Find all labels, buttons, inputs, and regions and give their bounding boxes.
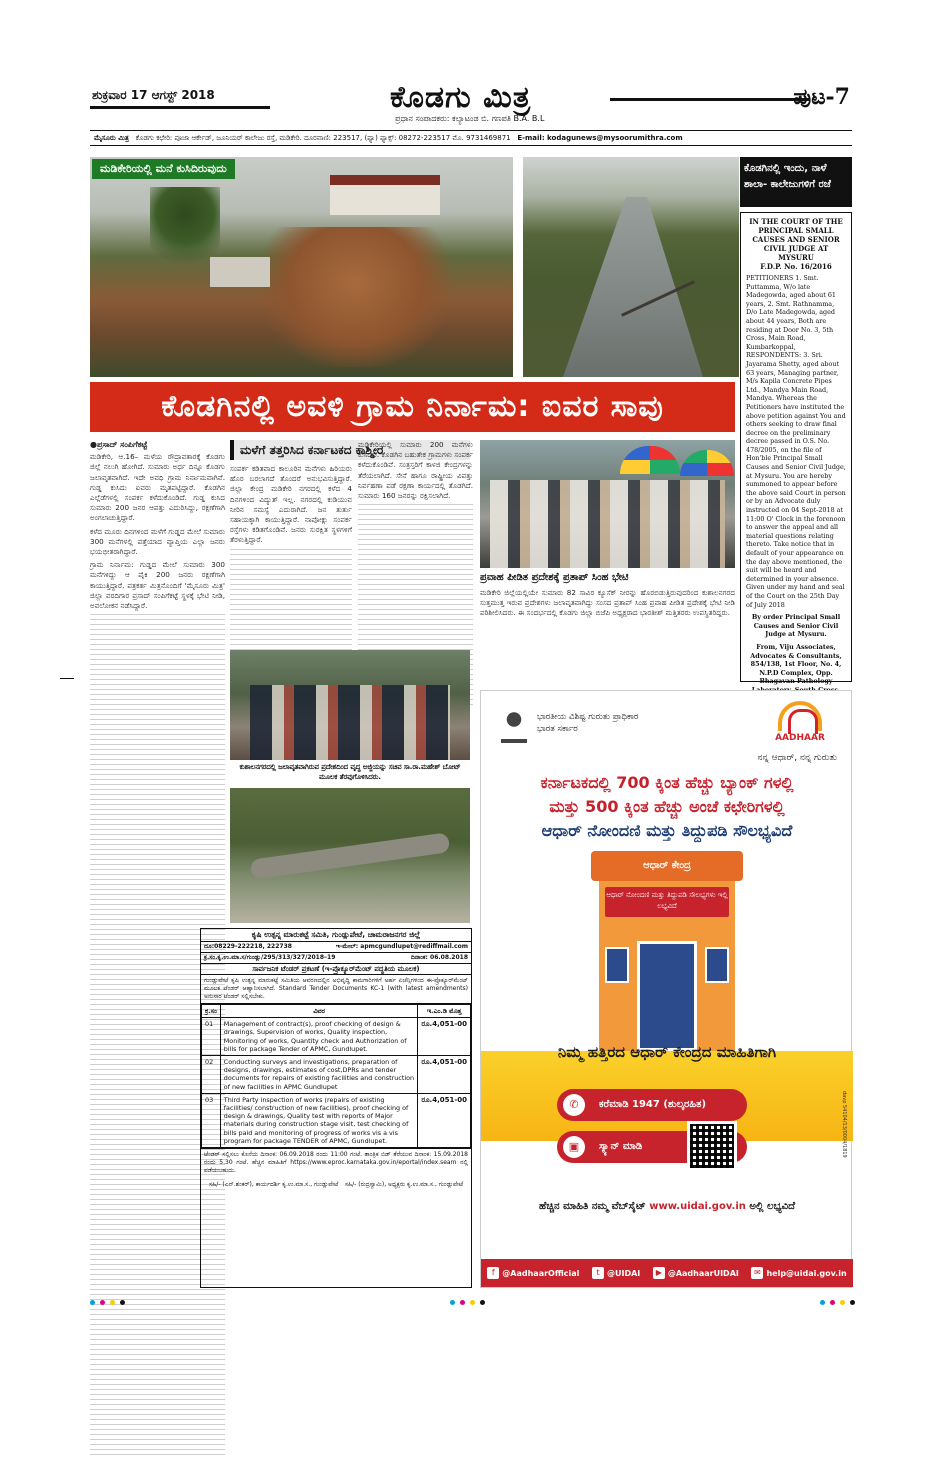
tender-footer: ಟೆಂಡರ್ ಸಲ್ಲಿಸಲು ಕೊನೆಯ ದಿನಾಂಕ: 06.09.2018 ರಂದು 11:00 ಗಂಟೆ. ತಾಂತ್ರಿಕ ಬಿಡ್ ತೆರೆಯುವ ದಿನಾಂಕ: 15.09.2018 ರಂದು 5.30 ಗಂಟೆ. ಹೆಚ್ಚಿನ ಮಾಹಿತಿಗೆ https://www.eproc.karnataka.gov.in/eportal/index.seam ನಲ್ಲಿ ಪಡೆಯಬಹುದು. (201, 1148, 471, 1177)
contact-address: ಕೊಡಗು ಕಛೇರಿ: ಪೂಜಾ ಆರ್ಕೇಡ್, ಜೂನಿಯರ್ ಕಾಲೇಜು ರಸ್ತೆ, ಮಡಿಕೇರಿ. ದೂರವಾಣಿ: 223517, (ಫ್ಯಾ) ಫ್ಯಾಕ್ಸ್: 08272-223517 ಮೊ. 9731469871 (135, 134, 511, 142)
call-1947-pill (557, 1089, 747, 1121)
row-number: 02 (202, 1056, 221, 1094)
black-dot (850, 1300, 855, 1305)
nearest-centre-text: ನಿಮ್ಮ ಹತ್ತಿರದ ಆಧಾರ್ ಕೇಂದ್ರದ ಮಾಹಿತಿಗಾಗಿ (557, 1043, 777, 1061)
authority-line: ಭಾರತೀಯ ವಿಶಿಷ್ಟ ಗುರುತು ಪ್ರಾಧಿಕಾರ (537, 712, 639, 722)
landslide-shape (260, 227, 450, 367)
yellow-dot (840, 1300, 845, 1305)
newspaper-title: ಕೊಡಗು ಮಿತ್ರ (390, 80, 532, 115)
fold-mark (60, 678, 74, 679)
main-line: ಆಧಾರ್ ನೋಂದಣಿ ಮತ್ತು ತಿದ್ದುಪಡಿ ಸೌಲಭ್ಯವಿದೆ (541, 821, 793, 840)
court-heading: IN THE COURT OF THE PRINCIPAL SMALL CAUSES AND SENIOR CIVIL JUDGE AT MYSURU (749, 217, 843, 262)
tender-email: ಇ-ಮೇಲ್: apmcgundlupet@rediffmail.com (335, 943, 468, 950)
youtube-icon: ▶ (653, 1267, 665, 1279)
kendra-sign: ಆಧಾರ್ ಕೇಂದ್ರ (591, 851, 743, 881)
cyan-dot (820, 1300, 825, 1305)
tender-signatures (201, 1177, 471, 1193)
social-bar (481, 1259, 853, 1287)
court-from: From, Viju Associates, Advocates & Consultants, 854/138, 1st Floor, No. 4, N.P.D Complex, Opp. Bhagavan Pathology (750, 642, 842, 686)
social-twitter (592, 1267, 640, 1279)
tender-notice (200, 928, 472, 1288)
mp-visit-text (480, 588, 735, 646)
article-byline: ●ಪ್ರಸಾದ್ ಸಂಪಿಗೆಕಟ್ಟೆ (90, 440, 148, 449)
website-line (481, 1201, 853, 1212)
row-number: 01 (202, 1018, 221, 1056)
registration-marks (450, 1300, 485, 1305)
row-work: Management of contract(s), proof checking of design & drawings, Supervision of works, Quality inspection, Monitoring of works, Quantity check and Authorization of bills for package Tender of APMC, Gundlupet. (220, 1018, 418, 1056)
table-header-row (202, 1005, 471, 1018)
website-url: www.uidai.gov.in (649, 1201, 746, 1212)
article-paragraph: ಸಂಪರ್ಕ ಕಡಿತವಾದ ಕಾಲೂರಿನ ಮನೆಗಳು ಹಿರಿಯರು ಹೊರ ಬರಲಾಗದೆ ತೊಂದರೆ ಅನುಭವಿಸುತ್ತಿದ್ದಾರೆ. ಜಿಲ್ಲಾ ಕೇಂದ್ರ ಮಡಿಕೇರಿ ನಗರದಲ್ಲಿ ಕಳೆದ 4 ದಿನಗಳಿಂದ ವಿದ್ಯುತ್ ಇಲ್ಲ. ನಗರದಲ್ಲಿ ಕುಡಿಯುವ ನೀರಿನ ಸಮಸ್ಯೆ ಎದುರಾಗಿದೆ. ಜನ ತುರ್ತು ಸಹಾಯಕ್ಕಾಗಿ ಕಾಯುತ್ತಿದ್ದಾರೆ. ನಾಪೋಕ್ಲು ಸಂಪರ್ಕ ರಸ್ತೆಗಳು ಕಡಿತಗೊಂಡಿವೆ. ಜನರು ಸುರಕ್ಷಿತ ಸ್ಥಳಗಳಿಗೆ ತೆರಳುತ್ತಿದ್ದಾರೆ. (230, 464, 352, 545)
social-facebook (487, 1267, 579, 1279)
yellow-dot (470, 1300, 475, 1305)
tender-intro: ಗುಂಡ್ಲುಪೇಟೆ ಕೃಷಿ ಉತ್ಪನ್ನ ಮಾರುಕಟ್ಟೆ ಸಮಿತಿಯ ಆವರಣದಲ್ಲಿನ ಅಭಿವೃದ್ಧಿ ಕಾಮಗಾರಿಗಳಿಗೆ ಅರ್ಹ ಏಜೆನ್ಸಿಗಳಿಂದ ಈ-ಪ್ರೊಕ್ಯೂರ್‌ಮೆಂಟ್ ಮೂಲಕ ಟೆಂಡರ್ ಆಹ್ವಾನಿಸಲಾಗಿದೆ. Standard Tender Documents KC-1 (with latest amendments) ಅನುಸಾರ ಟೆಂಡರ್ ಸಲ್ಲಿಸಬೇಕು. (201, 975, 471, 1004)
column-header-work: ವಿವರ (220, 1005, 418, 1018)
rescuers-shape (250, 685, 450, 760)
tender-heading: ಕೃಷಿ ಉತ್ಪನ್ನ ಮಾರುಕಟ್ಟೆ ಸಮಿತಿ, ಗುಂಡ್ಲುಪೇಟೆ, ಚಾಮರಾಜನಗರ ಜಿಲ್ಲೆ (201, 929, 471, 942)
tree-trunk-shape (250, 832, 451, 880)
rescue-photo (230, 650, 470, 760)
cyan-dot (90, 1300, 95, 1305)
tender-reference: ಕ್ರ.ಸಂ.ಕೃ.ಉ.ಮಾ.ಸ/ಗುಂಡ್ಲು/295/313/327/2018–19 (204, 954, 336, 961)
black-dot (480, 1300, 485, 1305)
secretary-signature: ಸಹಿ/- (ಎನ್.ಶಂಕರ್), ಕಾರ್ಯದರ್ಶಿ ಕೃ.ಉ.ಮಾ.ಸ., ಗುಂಡ್ಲುಪೇಟೆ (209, 1181, 339, 1189)
twitter-icon: t (592, 1267, 604, 1279)
article-paragraph: ಮಡಿಕೇರಿ, ಆ.16– ಮಳೆಯ ರೌದ್ರಾವತಾರಕ್ಕೆ ಕೊಡಗು ಜಿಲ್ಲೆ ನಲುಗಿ ಹೋಗಿದೆ. ಸುಮಾರು ಅರ್ಧ ದಿನ್ನೂ ಕೊಡಗು ಜಲಾವೃತವಾಗಿದೆ. ಇದೇ ಅವಧಿ ಗ್ರಾಮ ನಿರ್ನಾಮವಾಗಿವೆ. ಗುಡ್ಡ ಕುಸಿದು ಐವರು ಮೃತಪಟ್ಟಿದ್ದಾರೆ. ಕೊಡಗಿನ ಎಲ್ಲೆಡೆಗಳಲ್ಲಿ ಸಂಪರ್ಕ ಕಳೆದುಕೊಂಡಿದೆ. ಗುಡ್ಡ ಕುಸಿದ ಸುಮಾರು 200 ಜನರ ಆಪತ್ತು ಎದುರಿಸಿದ್ದು, ರಕ್ಷಣೆಗಾಗಿ ಅಂಗಲಾಚುತ್ತಿದ್ದಾರೆ. (90, 452, 225, 523)
magenta-dot (460, 1300, 465, 1305)
cracked-road-photo (523, 157, 739, 377)
umbrella-shape (620, 446, 680, 474)
landslide-photo (90, 157, 513, 377)
yellow-dot (110, 1300, 115, 1305)
registration-marks (90, 1300, 125, 1305)
window-shape (605, 947, 629, 983)
mail-icon: ✉ (751, 1267, 763, 1279)
tender-date: ದಿನಾಂಕ: 06.08.2018 (410, 954, 468, 961)
president-signature: ಸಹಿ/- (ರುದ್ರಸ್ವಾಮಿ), ಅಧ್ಯಕ್ಷರು ಕೃ.ಉ.ಮಾ.ಸ., ಗುಂಡ್ಲುಪೇಟೆ (344, 1181, 463, 1189)
mp-visit-photo (480, 440, 735, 568)
article-paragraph: ಮಡಿಕೇರಿ ಜಿಲ್ಲೆಯಲ್ಲಿಯೇ ಸುಮಾರು 82 ಸಾವಿರ ಕ್ಯೂಸೆಕ್ ನೀರನ್ನು ಹೊರಬಿಡುತ್ತಿರುವುದರಿಂದ ಕುಶಾಲನಗರದ ಸುತ್ತಮುತ್ತ ಇರುವ ಪ್ರದೇಶಗಳು ಜಲಾವೃತವಾಗಿದ್ದು ಸಂಸದ ಪ್ರತಾಪ್ ಸಿಂಹ ಪ್ರವಾಹ ಪೀಡಿತ ಪ್ರದೇಶಕ್ಕೆ ಭೇಟಿ ನೀಡಿ ಪರಿಶೀಲಿಸಿದರು. ಈ ಸಂದರ್ಭದಲ್ಲಿ ಕೊಡಗು ಜಿಲ್ಲಾ ಬಿಜೆಪಿ ಅಧ್ಯಕ್ಷರಾದ ಭಾರತೀಶ್ ಮತ್ತಿತರರು ಉಪಸ್ಥಿತರಿದ್ದರು. (480, 588, 735, 618)
call-text: ಕರೆಮಾಡಿ 1947 (ಶುಲ್ಕರಹಿತ) (599, 1099, 707, 1110)
table-row (202, 1018, 471, 1056)
contact-brand: ಮೈಸೂರು ಮಿತ್ರ (94, 134, 129, 142)
school-holiday-news: ಕೊಡಗಿನಲ್ಲಿ ಇಂದು, ನಾಳೆ ಶಾಲಾ- ಕಾಲೇಜುಗಳಿಗೆ ರಜೆ (740, 157, 852, 207)
aadhaar-main-message (493, 771, 841, 843)
table-row (202, 1056, 471, 1094)
table-row (202, 1093, 471, 1147)
website-prefix: ಹೆಚ್ಚಿನ ಮಾಹಿತಿ ನಮ್ಮ ವೆಬ್‌ಸೈಟ್ (538, 1201, 646, 1212)
kashmir-subheading: ಮಳೆಗೆ ತತ್ತರಿಸಿದ ಕರ್ನಾಟಕದ ಕಾಶ್ಮೀರ (230, 440, 470, 460)
masthead (90, 80, 850, 128)
date-rule (90, 106, 270, 109)
row-work: Conducting surveys and investigations, preparation of designs, drawings, estimates of cost,DPRs and tender documents for repairs of existing facilities and construction of new facilities in APMC Gundlupet (220, 1056, 418, 1094)
article-paragraph: ಕಳೆದ ಮೂರು ದಿನಗಳಿಂದ ಮಳೆಗೆ ಗುಡ್ಡದ ಮೇಲೆ ಸುಮಾರು 300 ಮನೆಗಳಲ್ಲಿ ಪತ್ತೆಯಾದ ವ್ಯಾಪ್ತಿಯ ಎಲ್ಲಾ ಜನರು ಭಯಭೀತರಾಗಿದ್ದಾರೆ. (90, 526, 225, 557)
row-work: Third Party inspection of works (repairs of existing facilities/ construction of new facilities), proof checking of design & drawings, Quality test with reports of Major materials during construction stage visit, test checking of bills paid and monitoring of progress of works vis a vis program for package TENDER of APMC, Gundlupet. (220, 1093, 418, 1147)
national-emblem-icon (501, 709, 527, 743)
fallen-tree-photo (230, 788, 470, 923)
authority-line: ಭಾರತ ಸರ್ಕಾರ (537, 724, 578, 734)
crowd-shape (490, 480, 725, 568)
row-emd: ರೂ.4,051-00 (418, 1056, 471, 1094)
davp-code: davp 54104/13/0004/1819 (841, 1091, 847, 1158)
main-line: ಕರ್ನಾಟಕದಲ್ಲಿ 700 ಕ್ಕಿಂತ ಹೆಚ್ಚು ಬ್ಯಾಂಕ್ ಗಳಲ್ಲಿ (540, 773, 794, 792)
phone-icon: ✆ (563, 1094, 585, 1116)
page-rule (610, 98, 810, 101)
main-headline: ಕೊಡಗಿನಲ್ಲಿ ಅವಳಿ ಗ್ರಾಮ ನಿರ್ನಾಮ: ಐವರ ಸಾವು (90, 382, 735, 432)
registration-marks (820, 1300, 855, 1305)
tender-contact-row (201, 942, 471, 953)
qr-scan-icon: ▣ (563, 1136, 585, 1158)
article-paragraph: ಮಡಿಕೇರಿಯಲ್ಲಿ ಸುಮಾರು 200 ಮನೆಗಳು ಕುಸಿದಿವೆ. ಕೊಡಗಿನ ಬಹುತೇಕ ಗ್ರಾಮಗಳು ಸಂಪರ್ಕ ಕಳೆದುಕೊಂಡಿವೆ. ಸಂತ್ರಸ್ತರಿಗೆ ಕಾಳಜಿ ಕೇಂದ್ರಗಳನ್ನು ತೆರೆಯಲಾಗಿದೆ. ಸೇನೆ ಹಾಗೂ ರಾಷ್ಟ್ರೀಯ ವಿಪತ್ತು ನಿರ್ವಹಣಾ ಪಡೆ ರಕ್ಷಣಾ ಕಾರ್ಯದಲ್ಲಿ ತೊಡಗಿದೆ. ಸುಮಾರು 160 ಜನರನ್ನು ರಕ್ಷಿಸಲಾಗಿದೆ. (358, 440, 473, 501)
court-notice (740, 212, 852, 686)
fingerprint-icon (778, 701, 822, 731)
kendra-board: ಆಧಾರ್ ನೋಂದಣಿ ಮತ್ತು ತಿದ್ದುಪಡಿ ಸೌಲಭ್ಯಗಳು ಇಲ್ಲಿ ಲಭ್ಯವಿದೆ (605, 887, 729, 917)
landslide-caption-tag: ಮಡಿಕೇರಿಯಲ್ಲಿ ಮನೆ ಕುಸಿದಿರುವುದು (92, 159, 235, 179)
scan-text: ಸ್ಕ್ಯಾನ್ ಮಾಡಿ (599, 1141, 643, 1152)
contact-bar (90, 130, 852, 146)
main-line: ಮತ್ತು 500 ಕ್ಕಿಂತ ಹೆಚ್ಚು ಅಂಚೆ ಕಛೇರಿಗಳಲ್ಲಿ (549, 797, 785, 816)
facebook-icon: f (487, 1267, 499, 1279)
door-shape (637, 941, 697, 1051)
black-dot (120, 1300, 125, 1305)
social-handle: help@uidai.gov.in (766, 1268, 847, 1278)
court-case-number: F.D.P. No. 16/2016 (760, 262, 832, 271)
row-emd: ರೂ.4,051-00 (418, 1018, 471, 1056)
tender-title: ಸಾರ್ವಜನಿಕ ಟೆಂಡರ್ ಪ್ರಕಟಣೆ (ಇ-ಪ್ರೊಕ್ಯೂರ್‌ಮೆಂಟ್ ಪದ್ಧತಿಯ ಮೂಲಕ) (201, 964, 471, 975)
ruined-house-shape (210, 257, 270, 287)
page-number: ಪುಟ-7 (793, 84, 850, 110)
social-email (751, 1267, 846, 1279)
middle-column-2 (358, 440, 473, 644)
mp-visit-caption: ಪ್ರವಾಹ ಪೀಡಿತ ಪ್ರದೇಶಕ್ಕೆ ಪ್ರತಾಪ್ ಸಿಂಹ ಭೇಟಿ (480, 572, 629, 583)
rescue-caption: ಕುಶಾಲನಗರದಲ್ಲಿ ಜಲಾವೃತವಾಗಿರುವ ಪ್ರದೇಶದಿಂದ ವೃದ್ಧ ಅಜ್ಜಿಯನ್ನು ಸಚಿವ ಸಾ.ರಾ.ಮಹೇಶ್ ಬೋಟ್ ಮೂಲಕ ತೆರವುಗೊಳಿಸಿದರು. (239, 763, 461, 781)
tender-table (201, 1004, 471, 1148)
window-shape (705, 947, 729, 983)
court-body: PETITIONERS 1. Smt. Puttamma, W/o late Madegowda, aged about 61 years, 2. Smt. Rathnamma, D/o Late Madegowda, aged about 44 years, Both are residing at Door No. 3, 5th Cross, Main Road, Kumbarkoppal, RESPONDENTS: 3. Sri. Jayarama Shetty, aged about 63 years, Managing partner, M/s Kapila Concrete Pipes Ltd., Mandya Main Road, Mandya. Whereas the Petitioners have instituted the above petition against You and others seeking to draw final decree on the preliminary decree passed in O.S. No. 478/2005, on the file of Hon'ble Principal Small Causes and Senior Civil Judge, at Mysuru. You are hereby summoned to appear before the above said Court in person or by an Advocate duly instructed on 04 Sept-2018 at 11:00 O' Clock in the forenoon to answer the appeal and all material questions relating thereto. Take notice that in default of your appearance on the day above mentioned, the suit will be heard and determined in your absence. Given under my hand and seal of the Court on the 25th Day of July 2018 (746, 274, 846, 609)
aadhaar-brand: AADHAAR (775, 733, 825, 743)
social-handle: @AadhaarUIDAI (667, 1268, 739, 1278)
row-number: 03 (202, 1093, 221, 1147)
column-header-emd: ಇ.ಎಂ.ಡಿ ಮೊತ್ತ (418, 1005, 471, 1018)
aadhaar-advertisement (480, 690, 852, 1288)
row-emd: ರೂ.4,051-00 (418, 1093, 471, 1147)
issue-date: ಶುಕ್ರವಾರ 17 ಆಗಸ್ಟ್ 2018 (92, 88, 215, 102)
qr-code (687, 1121, 737, 1171)
aadhaar-kendra-illustration (591, 851, 743, 1051)
social-handle: @AadhaarOfficial (502, 1268, 580, 1278)
social-youtube (653, 1267, 739, 1279)
uidai-authority (537, 711, 638, 735)
social-handle: @UIDAI (606, 1268, 641, 1278)
middle-column-1 (230, 464, 352, 644)
house-shape (330, 175, 440, 215)
website-suffix: ಅಲ್ಲಿ ಲಭ್ಯವಿದೆ (749, 1201, 795, 1212)
editor-line: ಪ್ರಧಾನ ಸಂಪಾದಕರು: ಕಲ್ಯಾಟಂಡ ಬಿ. ಗಣಪತಿ B.A. B.L (395, 114, 545, 123)
magenta-dot (100, 1300, 105, 1305)
umbrella-shape (680, 450, 734, 476)
column-header-no: ಕ್ರ.ಸಂ (202, 1005, 221, 1018)
article-paragraph: ಗ್ರಾಮ ನಿರ್ನಾಮ: ಗುಡ್ಡದ ಮೇಲೆ ಸುಮಾರು 300 ಮನೆಗಳಿದ್ದು ಆ ಪೈಕಿ 200 ಜನರು ರಕ್ಷಣೆಗಾಗಿ ಕಾಯುತ್ತಿದ್ದಾರೆ. ಪತ್ರಕರ್ತ ಮಿತ್ರನೊಂದಿಗೆ 'ಮೈಸೂರು ಮಿತ್ರ' ಜಿಲ್ಲಾ ವರದಿಗಾರ ಪ್ರಸಾದ್ ಸಂಪಿಗೆಕಟ್ಟೆ ಸ್ಥಳಕ್ಕೆ ಭೇಟಿ ನೀಡಿ, ಅವಲೋಕನ ನಡೆಸಿದ್ದಾರೆ. (90, 560, 225, 611)
tender-phone: ದೂ:08229-222218, 222738 (204, 943, 292, 950)
aadhaar-logo (765, 701, 835, 743)
court-order: By order Principal Small Causes and Senior Civil Judge at Mysuru. (751, 613, 841, 639)
aadhaar-tagline: ನನ್ನ ಆಧಾರ್, ನನ್ನ ಗುರುತು (757, 753, 837, 763)
cyan-dot (450, 1300, 455, 1305)
tender-ref-row (201, 953, 471, 964)
magenta-dot (830, 1300, 835, 1305)
contact-email: E-mail: kodagunews@mysoorumithra.com (517, 134, 683, 142)
